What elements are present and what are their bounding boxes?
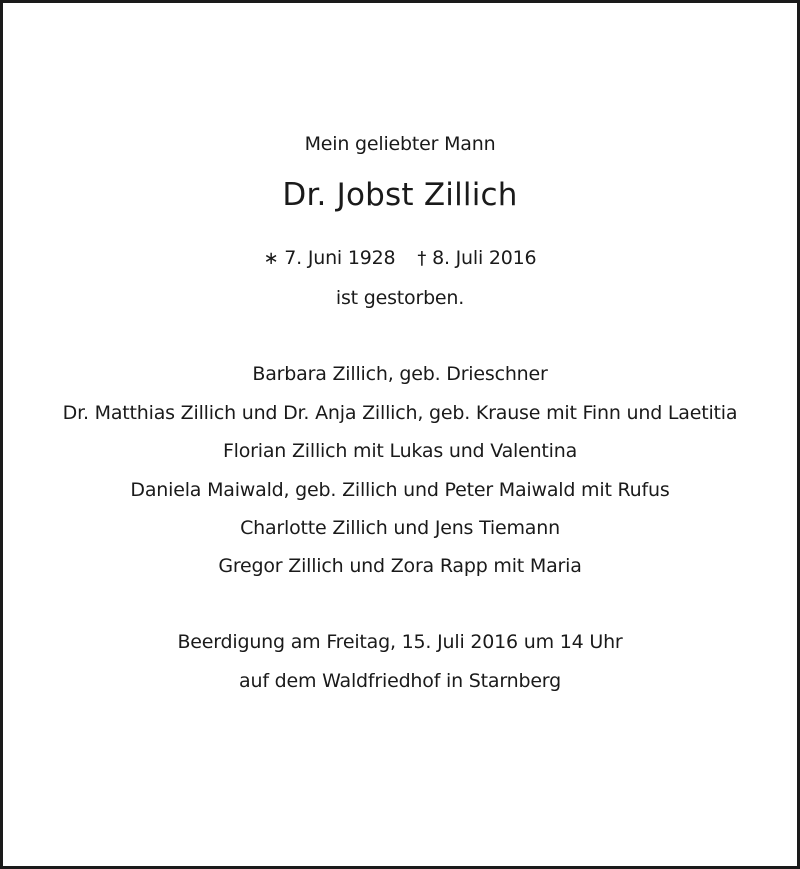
family-member-line: Daniela Maiwald, geb. Zillich und Peter Maiwald mit Rufus [130, 479, 670, 501]
funeral-location-line: auf dem Waldfriedhof in Starnberg [239, 670, 561, 692]
death-symbol-icon: † [417, 248, 427, 269]
deceased-name: Dr. Jobst Zillich [282, 177, 518, 213]
intro-text: Mein geliebter Mann [304, 133, 496, 155]
life-dates [3, 246, 797, 271]
passed-text: ist gestorben. [335, 287, 465, 309]
family-member-line: Barbara Zillich, geb. Drieschner [252, 363, 548, 385]
death-date: 8. Juli 2016 [432, 247, 537, 269]
family-member-line: Florian Zillich mit Lukas und Valentina [222, 440, 578, 462]
family-member-line: Dr. Matthias Zillich und Dr. Anja Zillich, geb. Krause mit Finn und Laetitia [62, 402, 738, 424]
family-member-line: Gregor Zillich und Zora Rapp mit Maria [218, 555, 582, 577]
birth-date: 7. Juni 1928 [284, 247, 396, 269]
funeral-info-line: Beerdigung am Freitag, 15. Juli 2016 um 14 Uhr [177, 631, 623, 653]
birth-symbol-icon: ∗ [263, 248, 279, 269]
family-member-line: Charlotte Zillich und Jens Tiemann [240, 517, 560, 539]
